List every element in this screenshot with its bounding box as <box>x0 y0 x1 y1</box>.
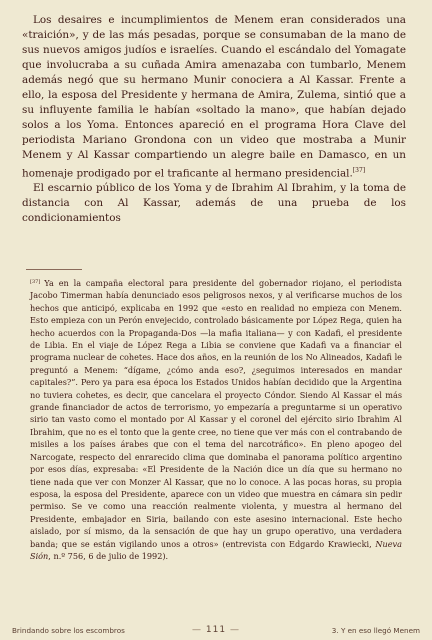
dash-decoration: — <box>226 625 240 635</box>
footnote-marker: [37] <box>30 279 41 285</box>
page-number: 111 <box>205 625 227 635</box>
body-text <box>22 13 406 226</box>
paragraph-text: Los desaires e incumplimientos de Menem eran considerados una «traición», y de las más pesadas, porque se consumaban de la mano de sus nuevos amigos judíos e israelíes. Cuando el escándalo del Yomagate que involucraba a su cuñada Amira amenazaba con tumbarlo, Menem además negó que su hermano Munir conociera a Al Kassar. Frente a ello, la esposa del Presidente y hermana de Amira, Zulema, sintió que a su influyente familia le habían «soltado la mano», que habían dejado solos a los Yoma. Entonces apareció en el programa Hora Clave del periodista Mariano Grondona con un video que mostraba a Munir Menem y Al Kassar compartiendo un alegre baile en Damasco, en un homenaje prodigado por el traficante al hermano presidencial. <box>22 14 406 180</box>
footnote-reference[interactable]: [37] <box>352 167 366 174</box>
footnote <box>30 276 402 562</box>
paragraph <box>22 13 406 181</box>
book-title: Brindando sobre los escombros <box>12 626 125 635</box>
publication-title: Nueva Sión <box>30 538 402 561</box>
chapter-title: 3. Y en eso llegó Menem <box>331 626 420 635</box>
footnote-text-part: Ya en la campaña electoral para presidente del gobernador riojano, el periodista Jacobo Timerman había denunciado esos peligrosos nexos, y al verificarse muchos de los hechos que anticipó, explicaba en 1992 que «esto en realidad no empieza con Menem. Esto empieza con un Perón envejecido, controlado básicamente por López Rega, quien ha hecho acuerdos con la Propaganda-Dos —la mafia italiana— y con Kadafi, el presidente de Libia. En el viaje de López Rega a Libia se conviene que Kadafi va a financiar el programa nuclear de cohetes. Hace dos años, en la reunión de los No Alineados, Kadafi le preguntó a Menem: “dígame, ¿cómo anda eso?, ¿seguimos interesados en mandar capitales?”. Pero ya para esa época los Estados Unidos habían decidido que la Argentina no tuviera cohetes, es decir, que cancelara el proyecto Cóndor. Siendo Al Kassar el más grande financiador de actos de terrorismo, yo empezaría a preguntarme si un operativo sirio tan vasto como el montado por Al Kassar y el coronel del ejército sirio Ibrahim Al Ibrahim, que no es el tonto que la gente cree, no tiene que ver más con el contrabando de misiles a los países árabes que con el tema del narcotráfico». En pleno apogeo del Narcogate, respecto del enrarecido clima que dominaba el panorama político argentino por esos días, expresaba: «El Presidente de la Nación dice un día que su hermano no tiene nada que ver con Monzer Al Kassar, que no lo conoce. A las pocas horas, su propia esposa, la esposa del Presidente, aparece con un video que muestra en cámara sin pedir permiso. Se ve como una reacción realmente violenta, y muestra al hermano del Presidente, embajador en Siria, bailando con este asesino internacional. Este hecho aislado, por sí mismo, da la sensación de que hay un grupo operativo, una verdadera banda; que se están vigilando unos a otros» (entrevista con Edgardo Krawiecki, <box>30 278 402 549</box>
footnote-text <box>30 276 402 562</box>
page-footer <box>0 620 432 640</box>
footnote-text-part: , n.º 756, 6 de julio de 1992). <box>48 550 169 561</box>
footnote-separator <box>26 269 82 270</box>
paragraph: El escarnio público de los Yoma y de Ibrahim Al Ibrahim, y la toma de distancia con Al Kassar, además de una prueba de los condicionamientos <box>22 182 406 225</box>
dash-decoration: — <box>192 625 206 635</box>
